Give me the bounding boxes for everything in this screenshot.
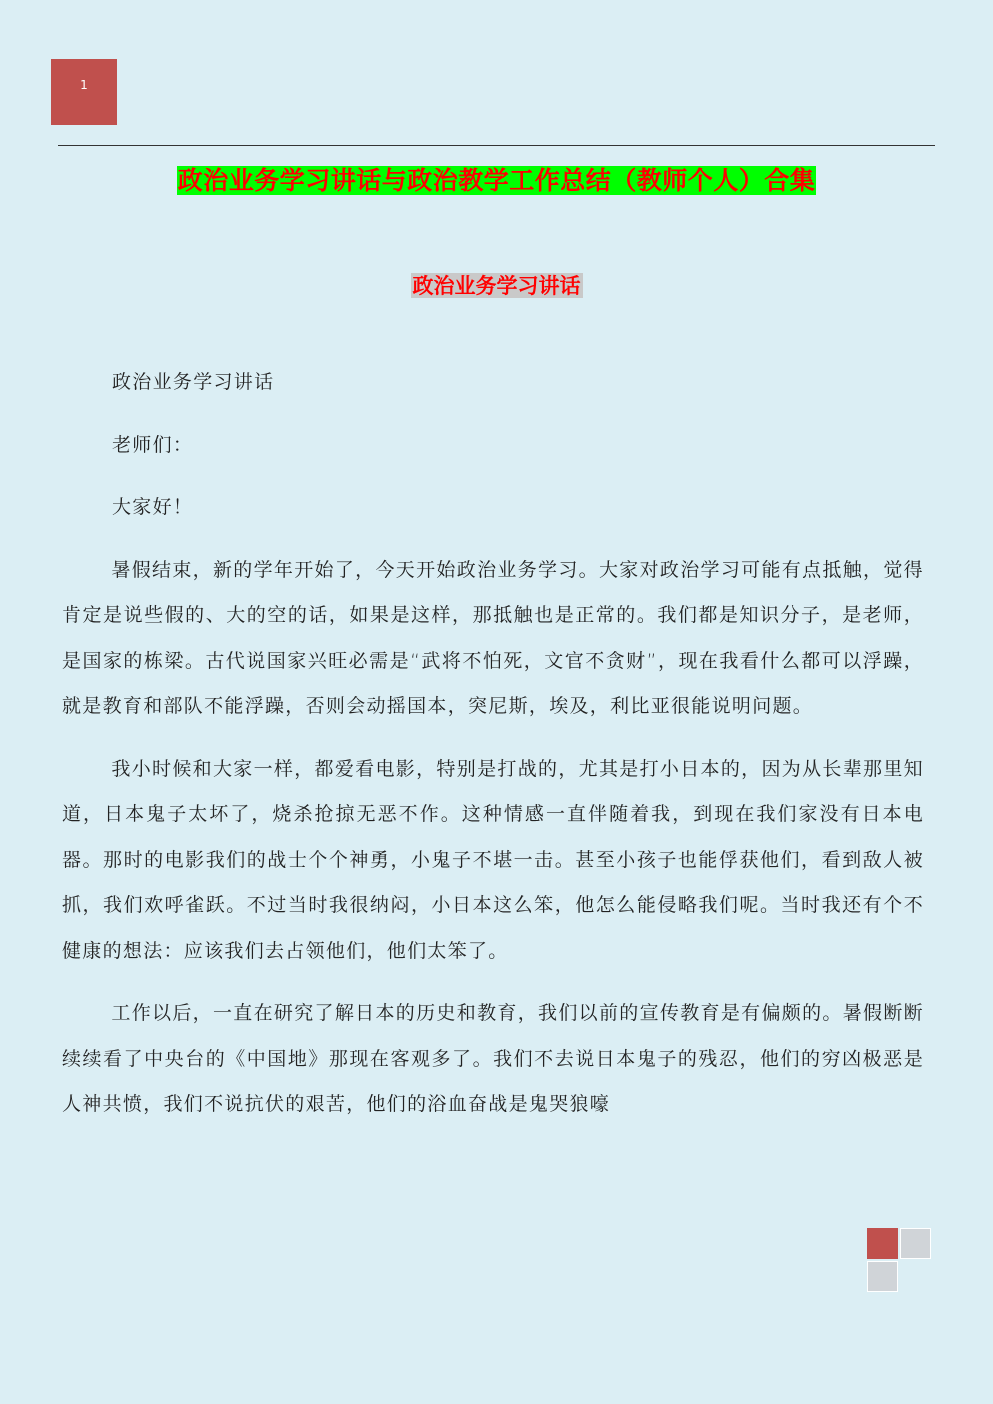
decoration-square-red (867, 1228, 898, 1259)
paragraph: 工作以后，一直在研究了解日本的历史和教育，我们以前的宣传教育是有偏颇的。暑假断断续续看了中央台的《中国地》那现在客观多了。我们不去说日本鬼子的残忍，他们的穷凶极恶是人神共愤，我们不说抗伏的艰苦，他们的浴血奋战是鬼哭狼嚎 (62, 1002, 924, 1115)
decoration-square-gray (867, 1261, 898, 1292)
paragraph-greeting: 大家好！ (112, 496, 194, 518)
header-divider (58, 145, 935, 146)
document-title-text: 政治业务学习讲话与政治教学工作总结（教师个人）合集 (177, 166, 816, 195)
section-title (0, 269, 993, 302)
decoration-square-gray (900, 1228, 931, 1259)
page-number: 1 (80, 78, 88, 92)
paragraph: 暑假结束，新的学年开始了，今天开始政治业务学习。大家对政治学习可能有点抵触，觉得肯定是说些假的、大的空的话，如果是这样，那抵触也是正常的。我们都是知识分子，是老师，是国家的栋梁。古代说国家兴旺必需是“武将不怕死，文官不贪财”，现在我看什么都可以浮躁，就是教育和部队不能浮躁，否则会动摇国本，突尼斯，埃及，利比亚很能说明问题。 (62, 558, 924, 717)
page-number-badge (51, 59, 117, 125)
paragraph: 我小时候和大家一样，都爱看电影，特别是打战的，尤其是打小日本的，因为从长辈那里知道，日本鬼子太坏了，烧杀抢掠无恶不作。这种情感一直伴随着我，到现在我们家没有日本电器。那时的电影我们的战士个个神勇，小鬼子不堪一击。甚至小孩子也能俘获他们，看到敌人被抓，我们欢呼雀跃。不过当时我很纳闷，小日本这么笨，他怎么能侵略我们呢。当时我还有个不健康的想法：应该我们去占领他们，他们太笨了。 (62, 757, 924, 962)
document-title (0, 162, 993, 200)
paragraph-heading: 政治业务学习讲话 (112, 371, 275, 393)
paragraph-salutation: 老师们： (112, 433, 194, 456)
corner-decoration (867, 1228, 933, 1294)
section-title-text: 政治业务学习讲话 (412, 273, 581, 298)
document-body (62, 360, 924, 1145)
